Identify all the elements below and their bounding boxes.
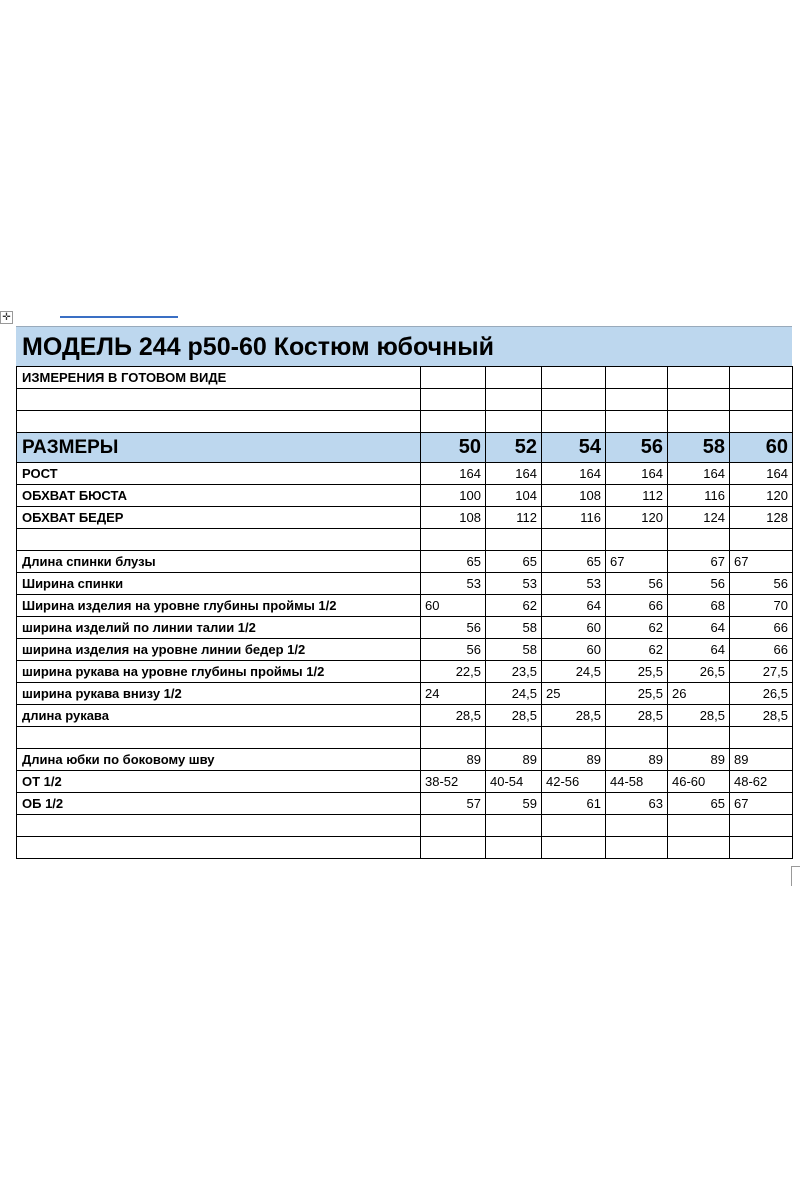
table-move-handle-icon[interactable]: ✛ — [0, 311, 13, 324]
row-label: ширина изделий по линии талии 1/2 — [17, 617, 421, 639]
table-row — [17, 485, 793, 507]
value-cell: 53 — [421, 573, 486, 595]
value-cell: 116 — [542, 507, 606, 529]
sizes-label: РАЗМЕРЫ — [17, 433, 421, 463]
value-cell: 42-56 — [542, 771, 606, 793]
value-cell: 25 — [542, 683, 606, 705]
value-cell: 28,5 — [606, 705, 668, 727]
value-cell: 64 — [668, 617, 730, 639]
selection-underline — [60, 316, 178, 318]
row-label: ОБХВАТ БЮСТА — [17, 485, 421, 507]
value-cell: 62 — [606, 639, 668, 661]
value-cell: 108 — [421, 507, 486, 529]
value-cell: 63 — [606, 793, 668, 815]
value-cell: 28,5 — [730, 705, 793, 727]
table-row — [17, 639, 793, 661]
value-cell: 53 — [486, 573, 542, 595]
size-cell: 52 — [486, 433, 542, 463]
table-row — [17, 551, 793, 573]
sizes-header-row — [17, 433, 793, 463]
table-row — [17, 617, 793, 639]
value-cell: 26,5 — [668, 661, 730, 683]
value-cell: 89 — [486, 749, 542, 771]
table-resize-corner[interactable] — [791, 866, 800, 886]
value-cell: 56 — [668, 573, 730, 595]
row-label: ширина изделия на уровне линии бедер 1/2 — [17, 639, 421, 661]
value-cell: 104 — [486, 485, 542, 507]
value-cell: 120 — [730, 485, 793, 507]
value-cell: 89 — [668, 749, 730, 771]
value-cell: 164 — [668, 463, 730, 485]
value-cell: 66 — [730, 639, 793, 661]
value-cell: 24,5 — [542, 661, 606, 683]
size-cell: 54 — [542, 433, 606, 463]
value-cell: 56 — [730, 573, 793, 595]
value-cell: 38-52 — [421, 771, 486, 793]
value-cell: 26,5 — [730, 683, 793, 705]
row-label: ширина рукава внизу 1/2 — [17, 683, 421, 705]
value-cell: 66 — [606, 595, 668, 617]
value-cell: 28,5 — [668, 705, 730, 727]
row-label: длина рукава — [17, 705, 421, 727]
value-cell: 58 — [486, 639, 542, 661]
value-cell: 60 — [421, 595, 486, 617]
value-cell: 67 — [668, 551, 730, 573]
value-cell: 24,5 — [486, 683, 542, 705]
value-cell: 28,5 — [421, 705, 486, 727]
table-row-empty — [17, 727, 793, 749]
value-cell: 56 — [606, 573, 668, 595]
table-row-empty — [17, 837, 793, 859]
value-cell: 64 — [668, 639, 730, 661]
table-row — [17, 573, 793, 595]
table-row — [17, 771, 793, 793]
value-cell: 62 — [606, 617, 668, 639]
size-cell: 58 — [668, 433, 730, 463]
value-cell: 112 — [606, 485, 668, 507]
value-cell: 164 — [606, 463, 668, 485]
value-cell: 61 — [542, 793, 606, 815]
value-cell: 70 — [730, 595, 793, 617]
value-cell: 56 — [421, 617, 486, 639]
value-cell: 62 — [486, 595, 542, 617]
table-row — [17, 683, 793, 705]
page-title: МОДЕЛЬ 244 р50-60 Костюм юбочный — [16, 326, 792, 366]
table-row-empty — [17, 529, 793, 551]
value-cell: 65 — [668, 793, 730, 815]
table-row — [17, 793, 793, 815]
value-cell: 89 — [730, 749, 793, 771]
subtitle-cell: ИЗМЕРЕНИЯ В ГОТОВОМ ВИДЕ — [17, 367, 421, 389]
measurements-table — [16, 366, 793, 859]
value-cell: 124 — [668, 507, 730, 529]
row-label: ОТ 1/2 — [17, 771, 421, 793]
value-cell: 23,5 — [486, 661, 542, 683]
table-row-empty — [17, 815, 793, 837]
value-cell: 60 — [542, 617, 606, 639]
row-label: ОБХВАТ БЕДЕР — [17, 507, 421, 529]
value-cell: 24 — [421, 683, 486, 705]
value-cell: 128 — [730, 507, 793, 529]
value-cell: 64 — [542, 595, 606, 617]
value-cell: 164 — [542, 463, 606, 485]
table-row — [17, 595, 793, 617]
table-row — [17, 705, 793, 727]
value-cell: 28,5 — [486, 705, 542, 727]
value-cell: 108 — [542, 485, 606, 507]
value-cell: 164 — [730, 463, 793, 485]
value-cell: 116 — [668, 485, 730, 507]
value-cell: 40-54 — [486, 771, 542, 793]
table-row — [17, 463, 793, 485]
value-cell: 44-58 — [606, 771, 668, 793]
value-cell: 89 — [606, 749, 668, 771]
row-label: РОСТ — [17, 463, 421, 485]
value-cell: 56 — [421, 639, 486, 661]
value-cell: 67 — [730, 793, 793, 815]
table-row-empty — [17, 411, 793, 433]
value-cell: 65 — [486, 551, 542, 573]
value-cell: 67 — [730, 551, 793, 573]
value-cell: 164 — [486, 463, 542, 485]
value-cell: 59 — [486, 793, 542, 815]
row-label: Длина спинки блузы — [17, 551, 421, 573]
size-cell: 60 — [730, 433, 793, 463]
value-cell: 68 — [668, 595, 730, 617]
value-cell: 100 — [421, 485, 486, 507]
table-row — [17, 507, 793, 529]
value-cell: 66 — [730, 617, 793, 639]
size-cell: 50 — [421, 433, 486, 463]
table-row-empty — [17, 389, 793, 411]
value-cell: 27,5 — [730, 661, 793, 683]
value-cell: 25,5 — [606, 683, 668, 705]
value-cell: 89 — [421, 749, 486, 771]
value-cell: 48-62 — [730, 771, 793, 793]
value-cell: 58 — [486, 617, 542, 639]
row-label: Ширина спинки — [17, 573, 421, 595]
table-row — [17, 661, 793, 683]
value-cell: 53 — [542, 573, 606, 595]
value-cell: 65 — [542, 551, 606, 573]
value-cell: 65 — [421, 551, 486, 573]
size-cell: 56 — [606, 433, 668, 463]
value-cell: 120 — [606, 507, 668, 529]
value-cell: 46-60 — [668, 771, 730, 793]
value-cell: 164 — [421, 463, 486, 485]
row-label: ширина рукава на уровне глубины проймы 1/2 — [17, 661, 421, 683]
value-cell: 22,5 — [421, 661, 486, 683]
table-row — [17, 749, 793, 771]
row-label: Ширина изделия на уровне глубины проймы 1/2 — [17, 595, 421, 617]
value-cell: 28,5 — [542, 705, 606, 727]
value-cell: 57 — [421, 793, 486, 815]
table-row — [17, 367, 793, 389]
value-cell: 112 — [486, 507, 542, 529]
value-cell: 25,5 — [606, 661, 668, 683]
value-cell: 26 — [668, 683, 730, 705]
value-cell: 67 — [606, 551, 668, 573]
value-cell: 60 — [542, 639, 606, 661]
value-cell: 89 — [542, 749, 606, 771]
row-label: Длина юбки по боковому шву — [17, 749, 421, 771]
row-label: ОБ 1/2 — [17, 793, 421, 815]
